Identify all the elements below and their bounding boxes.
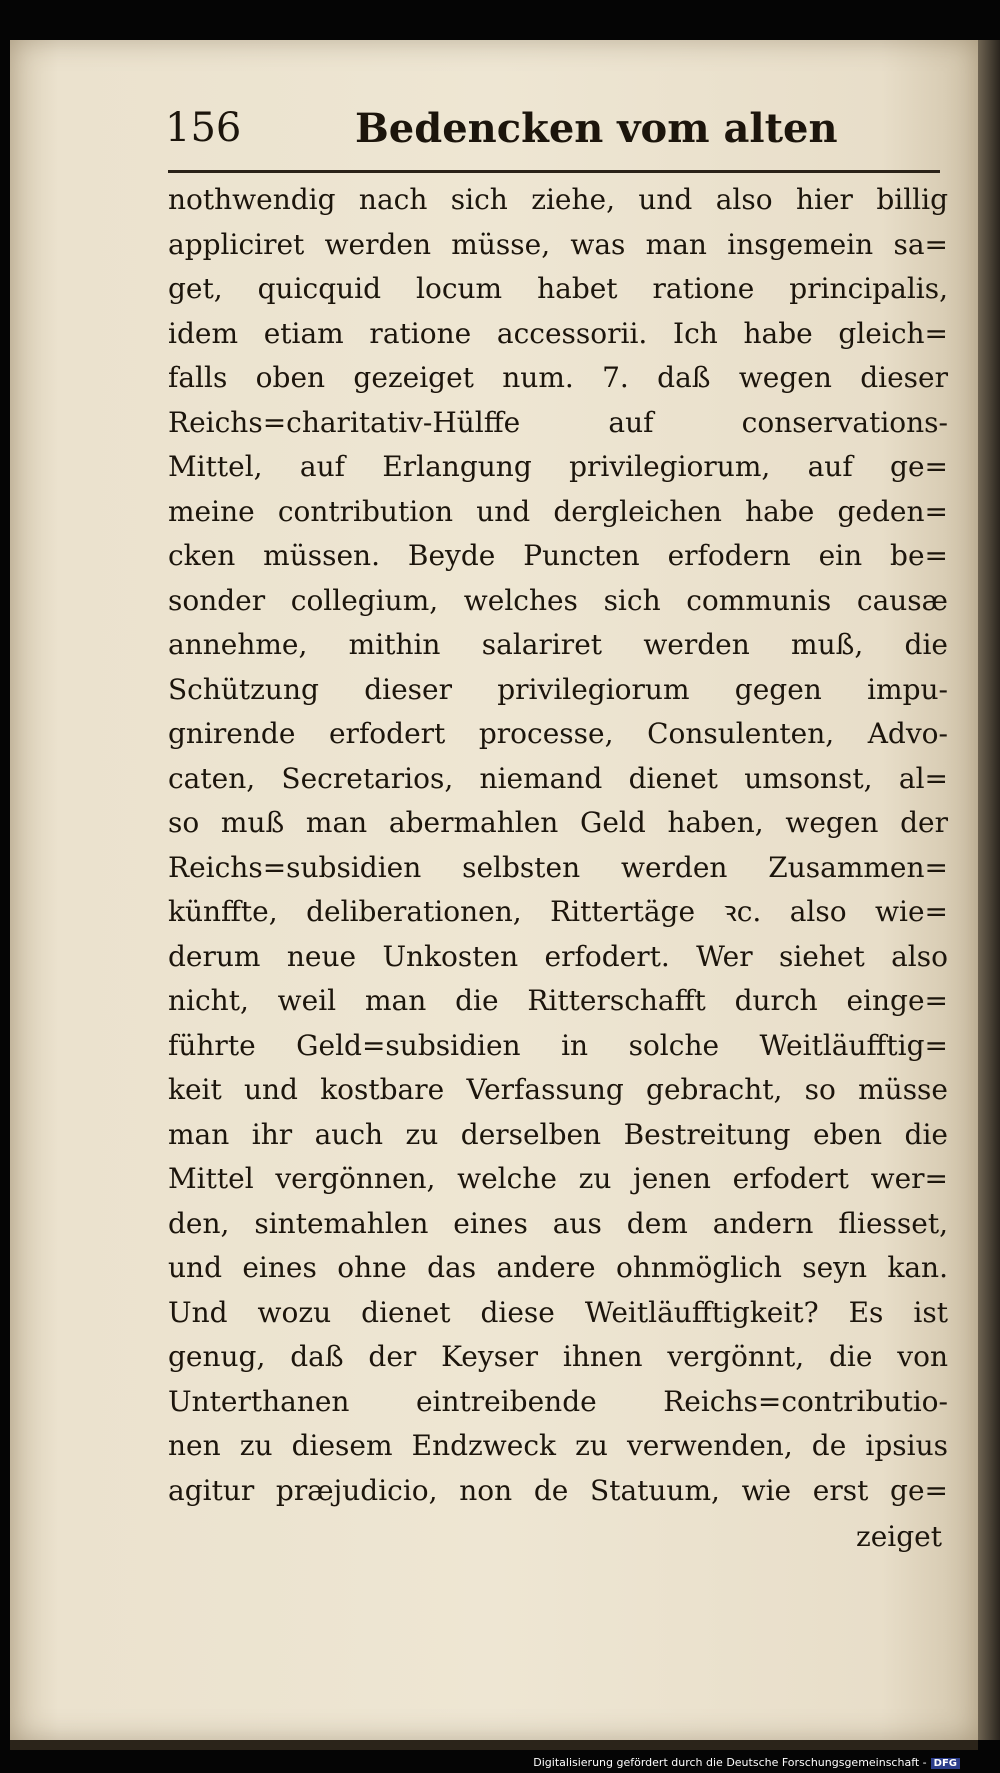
- text-line: nen zu diesem Endzweck zu verwenden, de ipsius: [168, 1429, 948, 1462]
- text-line: gnirende erfodert processe, Consulenten, Advo-: [168, 717, 948, 750]
- text-line: genug, daß der Keyser ihnen vergönnt, die von: [168, 1340, 948, 1373]
- text-line: Unterthanen eintreibende Reichs=contributio-: [168, 1384, 948, 1418]
- text-line: idem etiam ratione accessorii. Ich habe gleich=: [168, 316, 948, 350]
- page-bottom-edge: [10, 1740, 978, 1750]
- catchword: zeiget: [855, 1520, 942, 1553]
- dfg-logo: DFG: [931, 1758, 960, 1769]
- text-line: agitur præjudicio, non de Statuum, wie erst ge=: [168, 1473, 948, 1507]
- page-number: 156: [165, 105, 242, 151]
- text-line: den, sintemahlen eines aus dem andern fliesset,: [168, 1206, 948, 1240]
- text-line: cken müssen. Beyde Puncten erfodern ein be=: [168, 539, 948, 572]
- text-line: man ihr auch zu derselben Bestreitung eben die: [168, 1117, 948, 1151]
- text-line: caten, Secretarios, niemand dienet umsonst, al=: [168, 761, 948, 795]
- digitization-credit: [533, 1756, 960, 1769]
- credit-text: Digitalisierung gefördert durch die Deutsche Forschungsgemeinschaft -: [533, 1756, 927, 1769]
- text-line: get, quicquid locum habet ratione principalis,: [168, 272, 948, 305]
- page-gutter: [978, 40, 1000, 1740]
- page-header: [165, 105, 940, 165]
- text-line: so muß man abermahlen Geld haben, wegen der: [168, 806, 948, 839]
- text-line: meine contribution und dergleichen habe geden=: [168, 494, 948, 528]
- text-line: falls oben gezeiget num. 7. daß wegen dieser: [168, 361, 948, 394]
- header-rule: [168, 170, 940, 173]
- text-line: Reichs=subsidien selbsten werden Zusammen=: [168, 850, 948, 884]
- text-line: derum neue Unkosten erfodert. Wer siehet also: [168, 939, 948, 973]
- text-line: führte Geld=subsidien in solche Weitläufftig=: [168, 1028, 948, 1062]
- text-line: Reichs=charitativ-Hülffe auf conservations-: [168, 405, 948, 439]
- text-line: Mittel, auf Erlangung privilegiorum, auf ge=: [168, 450, 948, 483]
- text-line: keit und kostbare Verfassung gebracht, so müsse: [168, 1073, 948, 1106]
- text-line: nothwendig nach sich ziehe, und also hier billig: [168, 183, 948, 216]
- text-line: Mittel vergönnen, welche zu jenen erfodert wer=: [168, 1162, 948, 1195]
- text-line: und eines ohne das andere ohnmöglich seyn kan.: [168, 1251, 948, 1284]
- text-line: nicht, weil man die Ritterschafft durch einge=: [168, 984, 948, 1017]
- text-line: künffte, deliberationen, Rittertäge ꝛc. also wie=: [168, 895, 948, 928]
- text-line: sonder collegium, welches sich communis causæ: [168, 583, 948, 617]
- text-line: appliciret werden müsse, was man insgemein sa=: [168, 227, 948, 261]
- running-title: Bedencken vom alten: [355, 105, 838, 152]
- text-line: Und wozu dienet diese Weitläufftigkeit? Es ist: [168, 1295, 948, 1329]
- text-line: annehme, mithin salariret werden muß, die: [168, 628, 948, 661]
- text-line: Schützung dieser privilegiorum gegen impu-: [168, 672, 948, 706]
- body-text: [168, 178, 948, 1513]
